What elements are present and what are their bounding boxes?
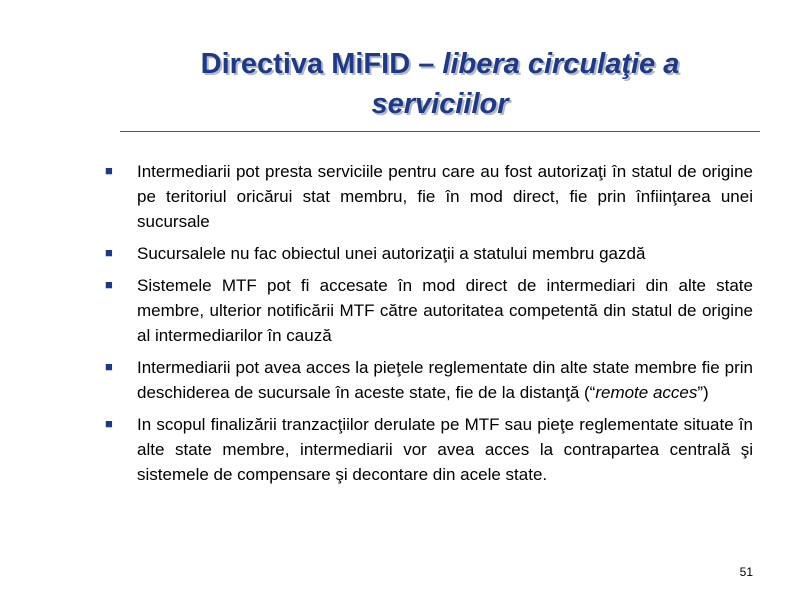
- square-bullet-icon: ■: [105, 163, 113, 178]
- slide-title: [120, 44, 760, 124]
- bullet-text: Sucursalele nu fac obiectul unei autorizaţii a statului membru gazdă: [137, 244, 646, 263]
- page-number: 51: [739, 565, 753, 579]
- square-bullet-icon: ■: [105, 359, 113, 374]
- bullet-text-before: Intermediarii pot avea acces la pieţele reglementate din alte state membre fie prin deschiderea de sucursale în aceste state, fie de la distanţă (“: [137, 358, 753, 402]
- title-divider: [120, 131, 760, 132]
- square-bullet-icon: ■: [105, 416, 113, 431]
- title-italic-line2: serviciilor: [371, 88, 509, 120]
- bullet-item: [103, 159, 753, 234]
- bullet-item: [103, 241, 753, 266]
- title-italic-line1: libera circulaţie a: [442, 48, 680, 80]
- square-bullet-icon: ■: [105, 245, 113, 260]
- bullet-item: [103, 273, 753, 348]
- bullet-text-italic: remote acces: [595, 383, 698, 402]
- bullet-text: In scopul finalizării tranzacţiilor derulate pe MTF sau pieţe reglementate situate în alte state membre, intermediarii vor avea acces la contrapartea centrală şi sistemele de compensare şi decontare din acele state.: [137, 415, 753, 484]
- square-bullet-icon: ■: [105, 277, 113, 292]
- bullet-text: Sistemele MTF pot fi accesate în mod direct de intermediari din alte state membre, ulterior notificării MTF către autoritatea competentă din statul de origine al intermediarilor în cauză: [137, 276, 753, 345]
- bullet-item: [103, 412, 753, 487]
- bullet-text: Intermediarii pot presta serviciile pentru care au fost autorizaţi în statul de origine pe teritoriul oricărui stat membru, fie în mod direct, fie prin înfiinţarea unei sucursale: [137, 162, 753, 231]
- bullet-text-after: ”): [697, 383, 709, 402]
- title-regular: Directiva MiFID –: [200, 48, 443, 80]
- bullet-item: [103, 355, 753, 405]
- bullet-list: [103, 159, 753, 494]
